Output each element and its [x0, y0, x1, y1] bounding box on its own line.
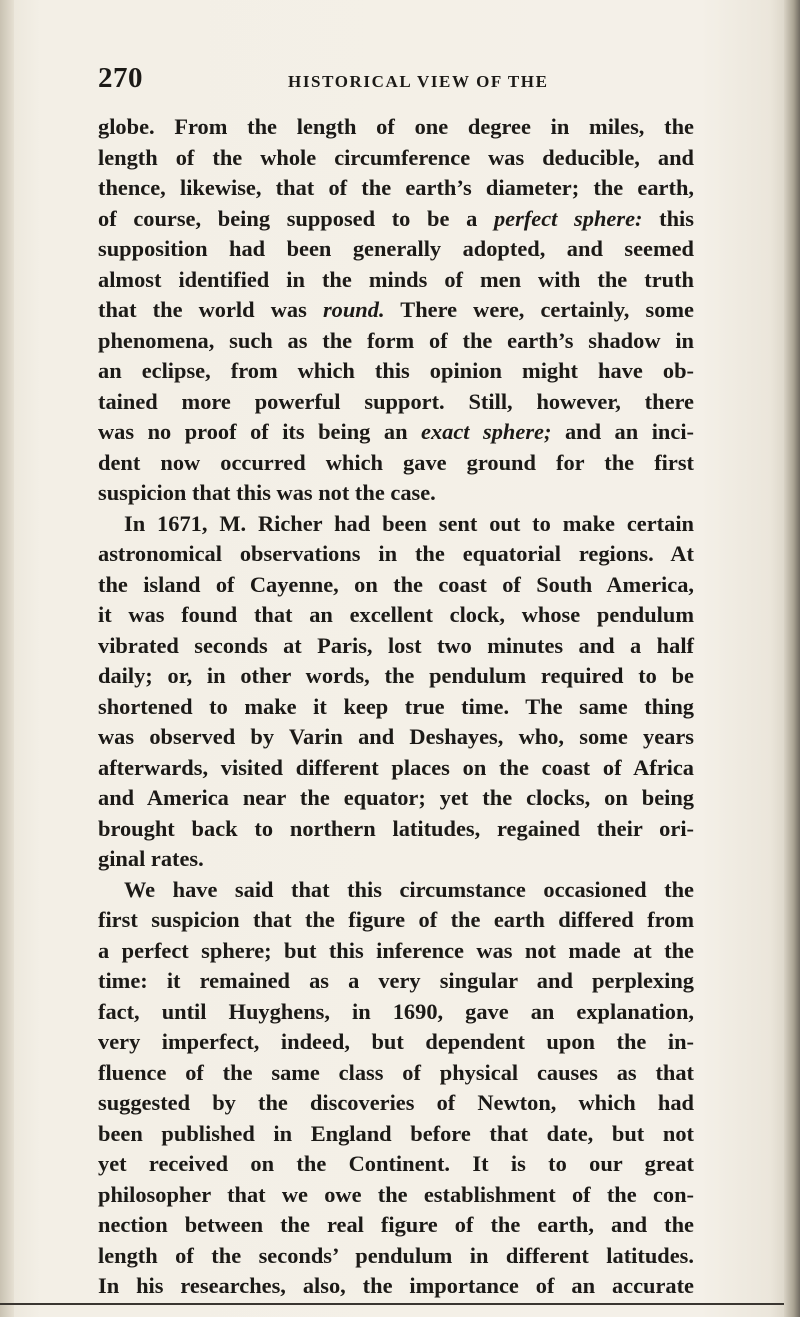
- text-line: length of the seconds’ pendulum in different latitudes.: [98, 1242, 694, 1268]
- text-line: [98, 417, 694, 448]
- text-line: In 1671, M. Richer had been sent out to make certain: [124, 510, 694, 536]
- text-line: the island of Cayenne, on the coast of South America,: [98, 571, 694, 597]
- text-line: yet received on the Continent. It is to our great: [98, 1151, 694, 1176]
- text-line: We have said that this circumstance occasioned the: [124, 876, 694, 902]
- text-line: ginal rates.: [98, 846, 204, 871]
- page-gutter-shadow: [0, 0, 14, 1317]
- text-run: was no proof of its being an: [98, 419, 408, 444]
- text-line: astronomical observations in the equatorial regions. At: [98, 541, 694, 566]
- text-line: was observed by Varin and Deshayes, who, some years: [98, 724, 694, 749]
- text-line: an eclipse, from which this opinion might have ob-: [98, 358, 694, 383]
- text-line: dent now occurred which gave ground for the first: [98, 449, 694, 475]
- text-run: this: [659, 205, 694, 231]
- page-number: 270: [98, 62, 143, 94]
- text-run: and an inci-: [564, 419, 694, 444]
- text-line: almost identified in the minds of men with the truth: [98, 266, 694, 292]
- text-line: nection between the real figure of the earth, and the: [98, 1212, 694, 1237]
- text-run: of course, being supposed to be a: [98, 205, 478, 231]
- text-run: There were, certainly, some: [400, 297, 694, 322]
- italic-text: round.: [322, 297, 385, 322]
- text-line: In his researches, also, the importance of an accurate: [98, 1273, 694, 1298]
- page-header: [98, 56, 688, 96]
- text-line: phenomena, such as the form of the earth’s shadow in: [98, 327, 694, 353]
- text-line: afterwards, visited different places on the coast of Africa: [98, 754, 694, 780]
- running-head: HISTORICAL VIEW OF THE: [288, 72, 549, 91]
- text-line: supposition had been generally adopted, and seemed: [98, 236, 694, 261]
- italic-text: perfect sphere:: [493, 205, 643, 231]
- text-line: it was found that an excellent clock, whose pendulum: [98, 602, 694, 627]
- page-bottom-rule: [0, 1303, 784, 1305]
- text-line: [98, 204, 694, 235]
- text-line: thence, likewise, that of the earth’s diameter; the earth,: [98, 175, 694, 200]
- text-line: very imperfect, indeed, but dependent upon the in-: [98, 1029, 694, 1054]
- text-run: that the world was: [98, 297, 307, 322]
- text-line: and America near the equator; yet the clocks, on being: [98, 785, 694, 810]
- body-text: [98, 112, 694, 1302]
- text-line: brought back to northern latitudes, regained their ori-: [98, 815, 694, 841]
- page-edge-shadow: [784, 0, 800, 1317]
- text-line: suspicion that this was not the case.: [98, 480, 436, 505]
- text-line: philosopher that we owe the establishment of the con-: [98, 1181, 694, 1207]
- text-line: vibrated seconds at Paris, lost two minutes and a half: [98, 632, 694, 658]
- text-line: shortened to make it keep true time. The same thing: [98, 693, 694, 719]
- text-line: suggested by the discoveries of Newton, which had: [98, 1090, 694, 1115]
- text-line: tained more powerful support. Still, however, there: [98, 388, 694, 414]
- text-line: daily; or, in other words, the pendulum required to be: [98, 663, 694, 688]
- text-line: fact, until Huyghens, in 1690, gave an explanation,: [98, 998, 694, 1024]
- text-line: a perfect sphere; but this inference was not made at the: [98, 937, 694, 963]
- text-line: time: it remained as a very singular and perplexing: [98, 968, 694, 993]
- italic-text: exact sphere;: [421, 419, 552, 444]
- text-line: fluence of the same class of physical causes as that: [98, 1059, 694, 1085]
- text-line: globe. From the length of one degree in miles, the: [98, 114, 694, 139]
- text-line: length of the whole circumference was deducible, and: [98, 144, 694, 170]
- text-line: first suspicion that the figure of the earth differed from: [98, 907, 694, 932]
- text-line: been published in England before that date, but not: [98, 1120, 694, 1146]
- text-line: [98, 295, 694, 326]
